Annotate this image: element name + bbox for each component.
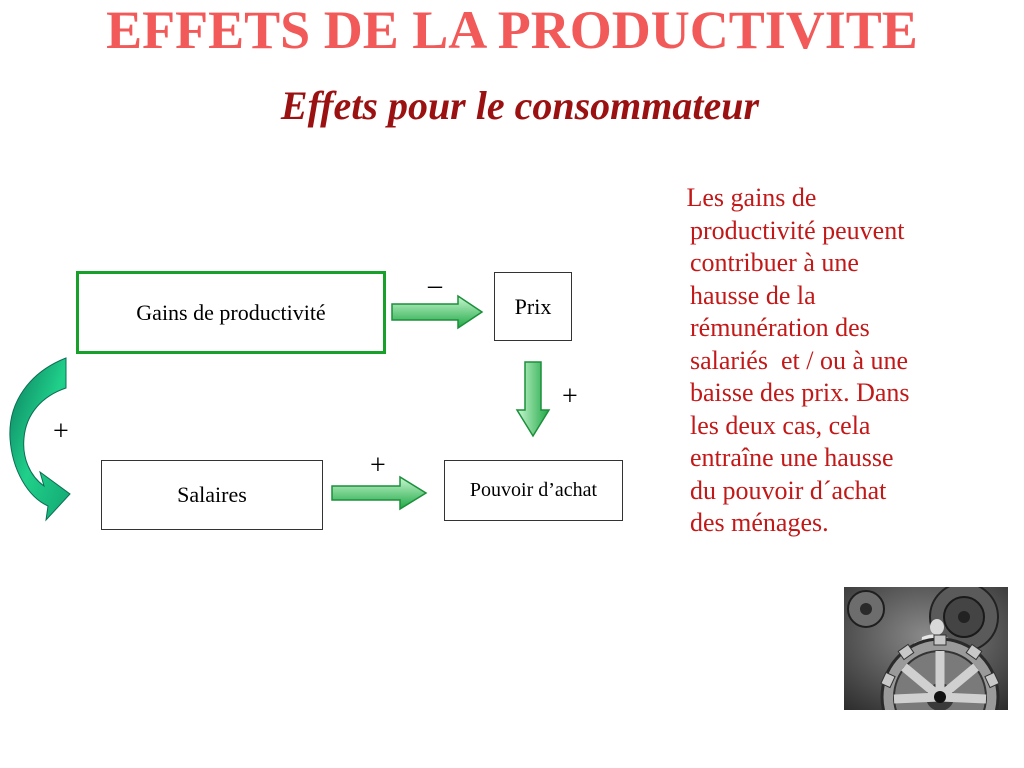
explanation-line: contribuer à une (690, 248, 859, 277)
node-salaires (101, 460, 323, 530)
explanation-line: du pouvoir d´achat (690, 475, 887, 505)
gear-machine-photo (844, 587, 1008, 710)
node-pouvoir-d-achat (444, 460, 623, 521)
arrow-prix-to-pouvoir (517, 362, 549, 436)
node-salaires-label: Salaires (177, 482, 247, 507)
node-pouvoir-label: Pouvoir d’achat (469, 479, 598, 501)
slide-subtitle: Effets pour le consommateur (280, 83, 760, 128)
explanation-line: les deux cas, cela (690, 410, 871, 440)
explanation-line: baisse des prix. Dans (690, 378, 910, 407)
node-gains-label: Gains de productivité (136, 299, 326, 325)
explanation-line: rémunération des (690, 313, 870, 342)
node-prix-label: Prix (514, 293, 552, 319)
explanation-text (680, 182, 1000, 540)
slide-title: EFFETS DE LA PRODUCTIVITE (106, 0, 918, 60)
small-gear-icon (848, 591, 884, 627)
explanation-line: hausse de la (690, 280, 816, 310)
node-prix (494, 272, 572, 341)
explanation-line: Les gains de (680, 183, 817, 212)
explanation-line: entraîne une hausse (690, 443, 894, 472)
explanation-line: productivité peuvent (690, 215, 905, 245)
sign-gains-prix: – (428, 270, 442, 301)
sign-salaires-pouvoir: + (370, 450, 386, 481)
arrow-salaires-to-pouvoir (332, 477, 426, 509)
node-gains-de-productivite (76, 271, 386, 354)
explanation-line: salariés et / ou à une (690, 345, 909, 375)
sign-prix-pouvoir: + (562, 381, 578, 412)
explanation-line: des ménages. (690, 508, 829, 537)
sign-gains-salaires: + (53, 416, 69, 447)
